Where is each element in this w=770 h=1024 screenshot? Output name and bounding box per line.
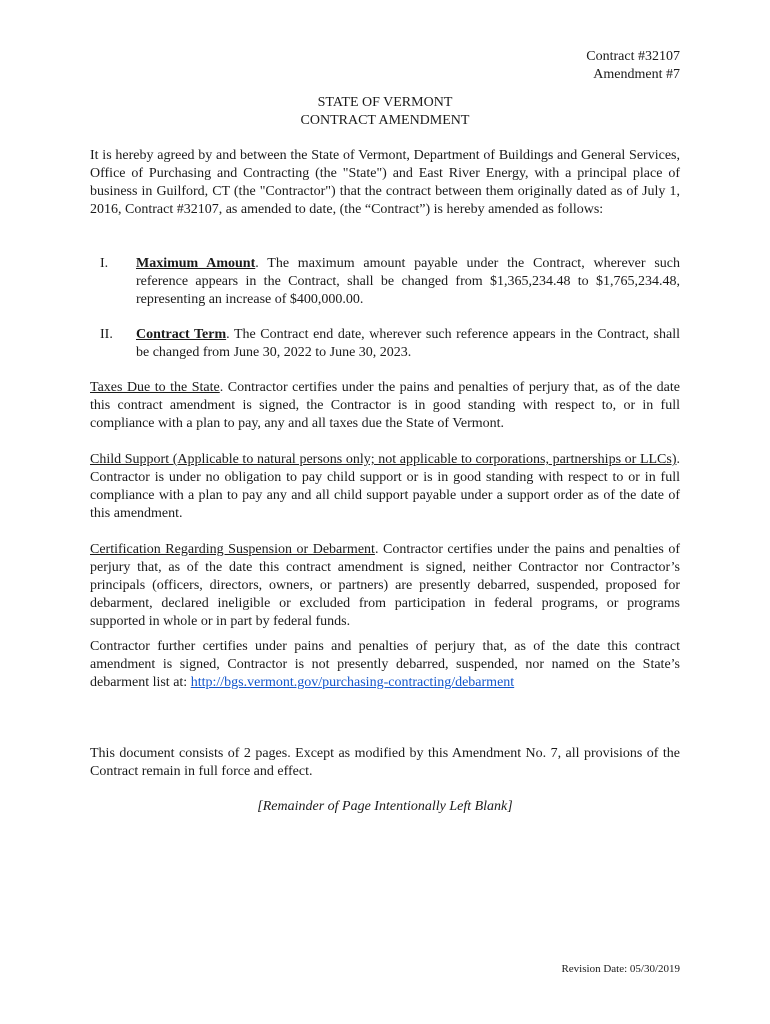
debarment-list-link[interactable]: http://bgs.vermont.gov/purchasing-contracting/debarment xyxy=(190,675,515,690)
certification-text: . Contractor certifies under the pains and penalties of perjury that, as of the date this contract amendment is signed, neither Contractor nor Contractor’s principals (officers, directors, owners, or partners) are presently debarred, suspended, proposed for debarment, declared ineligible or excluded from participation in federal programs, or programs supported in whole or in part by federal funds. xyxy=(90,542,680,629)
amendment-number: Amendment #7 xyxy=(593,67,680,82)
item-heading: Contract Term xyxy=(136,327,227,342)
further-text: Contractor further certifies under pains and penalties of perjury that, as of the date this contract amendment is signed, Contractor is not presently debarred, suspended, nor named on the State’s debarment list at: xyxy=(90,639,680,690)
item-content xyxy=(136,255,680,309)
child-support-text: . Contractor is under no obligation to pay child support or is in good standing with respect to or in full compliance with a plan to pay any and all child support payable under a support order as of the date of this amendment. xyxy=(90,452,680,521)
contract-header xyxy=(586,48,680,84)
item-heading: Maximum Amount xyxy=(136,256,256,271)
item-number: II. xyxy=(100,327,113,342)
item-content xyxy=(136,326,680,362)
item-text: . The maximum amount payable under the Contract, wherever such reference appears in the Contract, shall be changed from $1,365,234.48 to $1,765,234.48, representing an increase of $400,000.00. xyxy=(136,256,680,307)
further-certification-paragraph xyxy=(90,638,680,692)
pages-note-paragraph: This document consists of 2 pages. Except as modified by this Amendment No. 7, all provisions of the Contract remain in full force and effect. xyxy=(90,746,680,779)
item-number: I. xyxy=(100,256,109,271)
document-title xyxy=(0,94,770,130)
remainder-note: [Remainder of Page Intentionally Left Blank] xyxy=(257,799,513,814)
revision-date: Revision Date: 05/30/2019 xyxy=(561,963,680,975)
certification-heading: Certification Regarding Suspension or Debarment xyxy=(90,542,375,557)
intro-paragraph: It is hereby agreed by and between the State of Vermont, Department of Buildings and General Services, Office of Purchasing and Contracting (the "State") and East River Energy, with a principal place of business in Guilford, CT (the "Contractor") that the contract between them originally dated as of July 1, 2016, Contract #32107, as amended to date, (the “Contract”) is hereby amended as follows: xyxy=(90,148,680,217)
title-line-2: CONTRACT AMENDMENT xyxy=(300,113,470,128)
contract-number: Contract #32107 xyxy=(586,49,680,64)
child-support-paragraph xyxy=(90,451,680,523)
item-text: . The Contract end date, wherever such reference appears in the Contract, shall be changed from June 30, 2022 to June 30, 2023. xyxy=(136,327,680,360)
child-support-heading: Child Support (Applicable to natural persons only; not applicable to corporations, partnerships or LLCs) xyxy=(90,452,677,467)
taxes-heading: Taxes Due to the State xyxy=(90,380,220,395)
taxes-paragraph xyxy=(90,379,680,433)
certification-paragraph xyxy=(90,541,680,631)
title-line-1: STATE OF VERMONT xyxy=(317,95,453,110)
taxes-text: . Contractor certifies under the pains and penalties of perjury that, as of the date this contract amendment is signed, the Contractor is in good standing with respect to, or in full compliance with a plan to pay, any and all taxes due the State of Vermont. xyxy=(90,380,680,431)
